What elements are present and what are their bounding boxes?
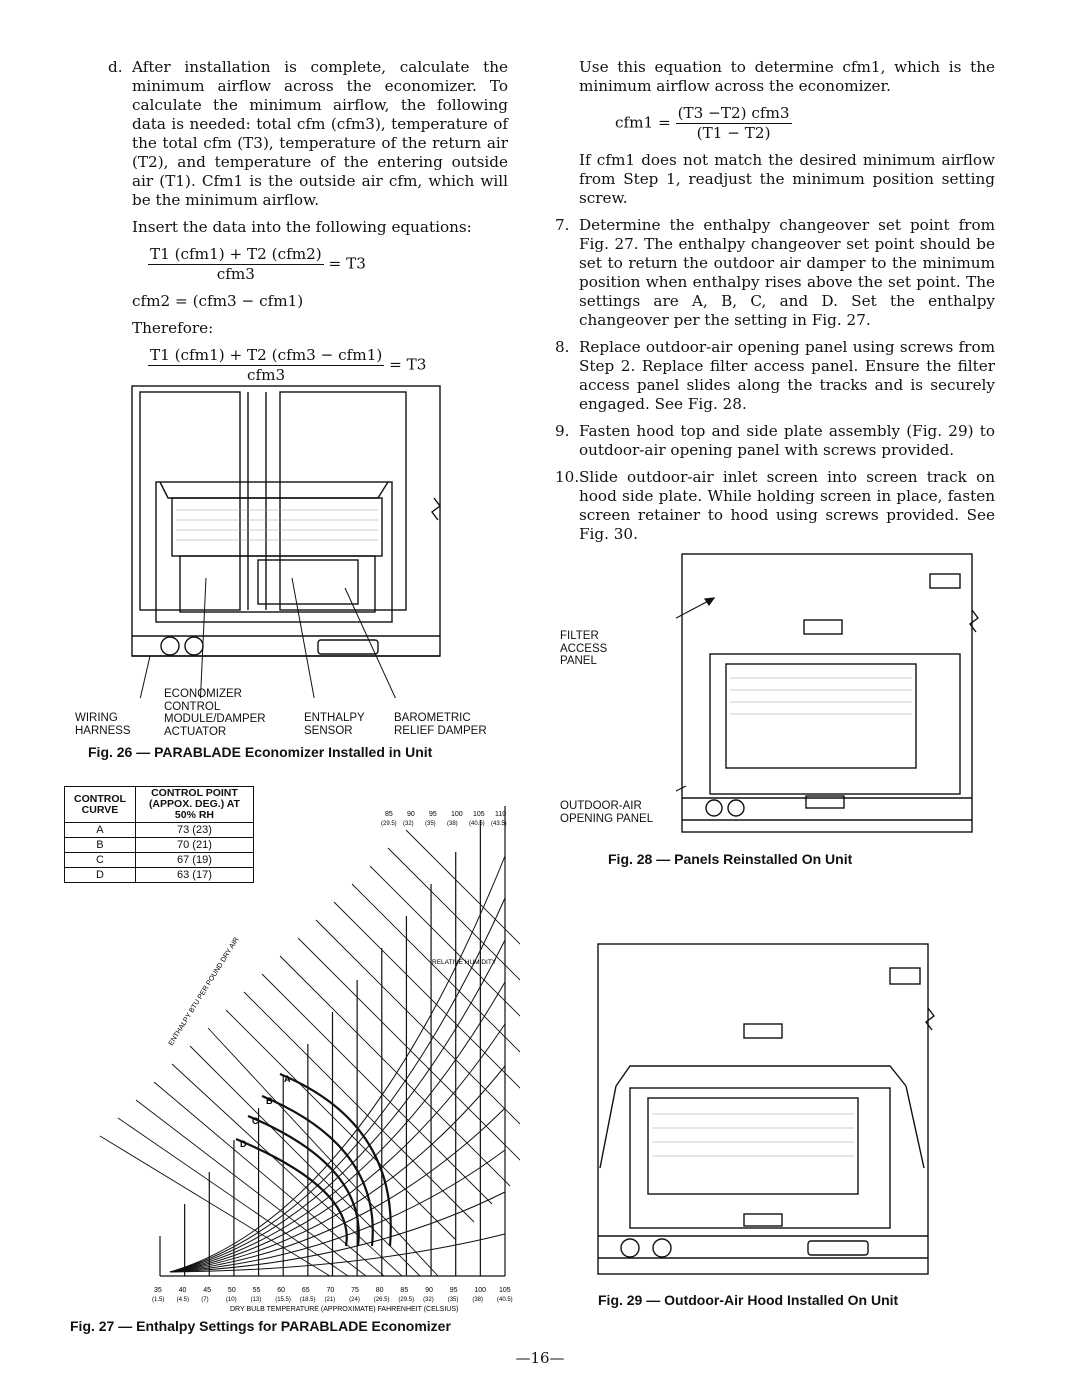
top-tick-f: 100 [451,811,463,818]
enthalpy-line [172,1064,402,1276]
step-9 [555,422,995,460]
top-tick-c: (40.5) [469,821,485,827]
enthalpy-line [190,1046,420,1276]
x-tick-c: (40.5) [497,1297,513,1303]
table-header-curve: CONTROL CURVE [65,787,136,823]
x-tick-f: 105 [499,1287,511,1294]
step-7-text: Determine the enthalpy changeover set point from Fig. 27. The enthalpy changeover set point should be set to return the outdoor air damper to the minimum position when enthalpy rises above the set point. The settings are A, B, C, and D. Set the enthalpy changeover per the setting in Fig. 27. [579,216,995,329]
cfm1-numerator: (T3 −T2) cfm3 [677,104,790,122]
table-row: D 63 (17) [65,868,254,883]
x-tick-f: 90 [425,1287,433,1294]
table-row: C 67 (19) [65,853,254,868]
step-8-number: 8. [555,338,570,356]
control-curve-C [248,1116,359,1246]
x-tick-c: (4.5) [176,1297,189,1303]
table-row: A 73 (23) [65,823,254,838]
enthalpy-chart [80,806,520,1316]
enthalpy-axis-label: ENTHALPY BTU PER POUND DRY AIR [167,936,241,1048]
x-tick-f: 75 [351,1287,359,1294]
step-10-text: Slide outdoor-air inlet screen into screen track on hood side plate. While holding screen in place, fasten screen retainer to hood using screws provided. See Fig. 30. [579,468,995,543]
eq1-rhs: = T3 [328,254,366,273]
x-tick-f: 85 [400,1287,409,1294]
x-tick-f: 70 [326,1287,335,1294]
eq3-rhs: = T3 [389,355,427,374]
step-9-text: Fasten hood top and side plate assembly (Fig. 29) to outdoor-air opening panel with screws provided. [579,422,995,459]
equation-1 [148,245,508,284]
x-tick-c: (29.5) [398,1297,415,1303]
table-header-point: CONTROL POINT (APPOX. DEG.) AT 50% RH [135,787,253,823]
page-number: —16— [515,1349,565,1367]
x-tick-c: (26.5) [373,1297,390,1303]
top-tick-c: (38) [447,821,458,827]
enthalpy-line [280,956,510,1186]
top-tick-c: (29.5) [381,821,397,827]
cfm1-equation [615,104,995,143]
x-tick-f: 40 [178,1287,187,1294]
step-d [108,58,508,210]
cfm1-lhs: cfm1 = [615,113,671,132]
x-tick-c: (32) [423,1297,434,1303]
x-tick-c: (21) [324,1297,336,1303]
x-tick-c: (18.5) [299,1297,316,1303]
rh-curve [170,940,505,1272]
curve-letter: A [284,1074,291,1084]
top-tick-c: (32) [403,821,414,827]
equation-2: cfm2 = (cfm3 − cfm1) [132,292,304,310]
cfm1-denominator: (T1 − T2) [696,124,771,142]
curve-letter: B [266,1096,273,1106]
step-10-number: 10. [555,468,580,486]
insert-text: Insert the data into the following equations: [132,218,472,236]
control-curve-B [262,1096,373,1246]
x-tick-f: 65 [301,1287,310,1294]
step-d-text: After installation is complete, calculate the minimum airflow across the economizer. To calculate the minimum airflow, the following data is needed: total cfm (cfm3), temperature of the total cfm (T3), temperature of the return air (T2), and temperature of the entering outside air (T1). Cfm1 is the outside air cfm, which will be the minimum airflow. [132,58,508,209]
x-tick-f: 95 [449,1287,458,1294]
table-row: B 70 (21) [65,838,254,853]
top-tick-f: 110 [495,811,507,818]
step-7-number: 7. [555,216,570,234]
eq1-numerator: T1 (cfm1) + T2 (cfm2) [150,245,322,263]
x-tick-c: (13) [250,1297,262,1303]
x-tick-c: (10) [225,1297,237,1303]
fig26-label-baro: BAROMETRIC RELIEF DAMPER [394,712,487,737]
top-tick-f: 105 [473,811,485,818]
x-tick-f: 60 [277,1287,286,1294]
x-tick-c: (15.5) [275,1297,291,1303]
step-7 [555,216,995,330]
x-tick-f: 80 [375,1287,384,1294]
right-column [555,58,995,552]
x-tick-f: 100 [474,1287,487,1294]
top-tick-c: (43.5) [491,821,507,827]
fig26-drawing [120,378,450,698]
top-tick-c: (35) [425,821,436,827]
fig29-caption: Fig. 29 — Outdoor-Air Hood Installed On Unit [598,1292,899,1308]
eq3-denominator: cfm3 [247,366,286,384]
fig26-caption: Fig. 26 — PARABLADE Economizer Installed in Unit [88,744,433,760]
curve-letter: D [240,1139,247,1149]
enthalpy-line [226,1010,456,1240]
rh-curve [170,982,505,1272]
step-8 [555,338,995,414]
x-tick-c: (24) [349,1297,360,1303]
fig28-label-oa: OUTDOOR-AIR OPENING PANEL [560,800,654,825]
fig26-label-enthalpy: ENTHALPY SENSOR [304,712,365,737]
step-8-text: Replace outdoor-air opening panel using screws from Step 2. Replace filter access panel. Ensure the filter access panel slides along the tracks and is securely engaged. See Fig. 28. [579,338,995,413]
x-tick-f: 50 [227,1287,236,1294]
eq3-numerator: T1 (cfm1) + T2 (cfm3 − cfm1) [150,346,383,364]
rh-curve [170,1066,505,1272]
top-tick-f: 90 [407,811,415,818]
step-9-number: 9. [555,422,570,440]
use-equation-text: Use this equation to determine cfm1, which is the minimum airflow across the economizer. [579,58,995,95]
step-d-label: d. [108,58,123,76]
fig28-drawing [676,550,986,840]
top-tick-f: 95 [429,811,437,818]
fig28-label-filter: FILTER ACCESS PANEL [560,630,608,667]
enthalpy-line [100,1136,330,1276]
fig26-label-wiring: WIRING HARNESS [75,712,131,737]
fig29-drawing [590,938,950,1284]
fig27-caption: Fig. 27 — Enthalpy Settings for PARABLADE Economizer [70,1318,451,1334]
fig28-caption: Fig. 28 — Panels Reinstalled On Unit [608,851,853,867]
left-column [108,58,508,393]
x-tick-c: (35) [447,1297,459,1303]
rh-label: RELATIVE HUMIDITY [432,959,497,966]
therefore-text: Therefore: [132,319,214,337]
enthalpy-line [370,866,520,1096]
curve-letter: C [252,1116,259,1126]
fig26-label-module: ECONOMIZER CONTROL MODULE/DAMPER ACTUATOR [164,688,266,738]
x-tick-f: 55 [252,1287,261,1294]
eq1-denominator: cfm3 [216,265,255,283]
x-tick-c: (1.5) [152,1297,165,1303]
x-tick-f: 35 [154,1287,162,1294]
x-axis-title: DRY BULB TEMPERATURE (APPROXIMATE) FAHRENHEIT (CELSIUS) [230,1306,459,1313]
x-tick-f: 45 [203,1287,212,1294]
top-tick-f: 85 [385,811,393,818]
x-tick-c: (38) [472,1297,484,1303]
step-10 [555,468,995,544]
if-cfm1-text: If cfm1 does not match the desired minimum airflow from Step 1, readjust the minimum position setting screw. [579,151,995,207]
x-tick-c: (7) [201,1297,209,1303]
